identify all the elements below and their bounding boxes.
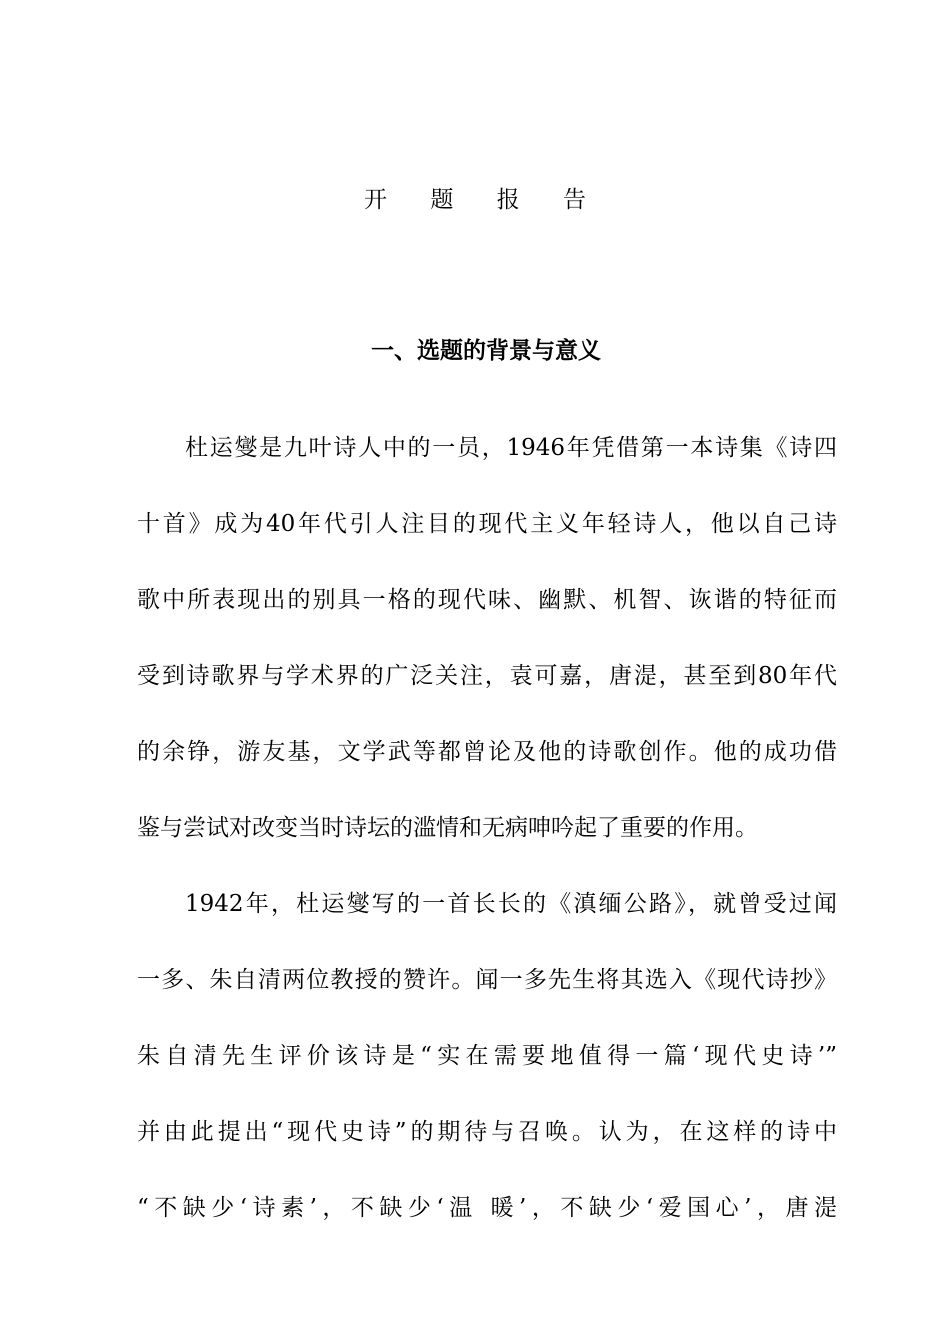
text-line-11: “不缺少‘诗素’，不缺少‘温 暖’，不缺少‘爱国心’，唐湜	[137, 1195, 837, 1221]
body-text	[137, 432, 837, 1268]
text-line-9: 朱自清先生评价该诗是“实在需要地值得一篇‘现代史诗’”	[137, 1043, 837, 1069]
text-line-3: 歌中所表现出的别具一格的现代味、幽默、机智、诙谐的特征而	[137, 587, 837, 613]
text-line-8: 一多、朱自清两位教授的赞许。闻一多先生将其选入《现代诗抄》	[137, 967, 837, 993]
document-title: 开 题 报 告	[364, 187, 604, 213]
section-heading: 一、选题的背景与意义	[371, 338, 601, 364]
text-line-5: 的余铮，游友基，文学武等都曾论及他的诗歌创作。他的成功借	[137, 739, 837, 765]
text-line-2: 十首》成为40年代引人注目的现代主义年轻诗人，他以自己诗	[137, 511, 837, 537]
text-line-1: 杜运燮是九叶诗人中的一员，1946年凭借第一本诗集《诗四	[185, 435, 837, 461]
text-line-10: 并由此提出“现代史诗”的期待与召唤。认为，在这样的诗中	[137, 1119, 837, 1145]
text-line-4: 受到诗歌界与学术界的广泛关注，袁可嘉，唐湜，甚至到80年代	[137, 663, 837, 689]
text-line-7: 1942年，杜运燮写的一首长长的《滇缅公路》，就曾受过闻	[185, 891, 837, 917]
text-line-6: 鉴与尝试对改变当时诗坛的滥情和无病呻吟起了重要的作用。	[137, 815, 758, 841]
